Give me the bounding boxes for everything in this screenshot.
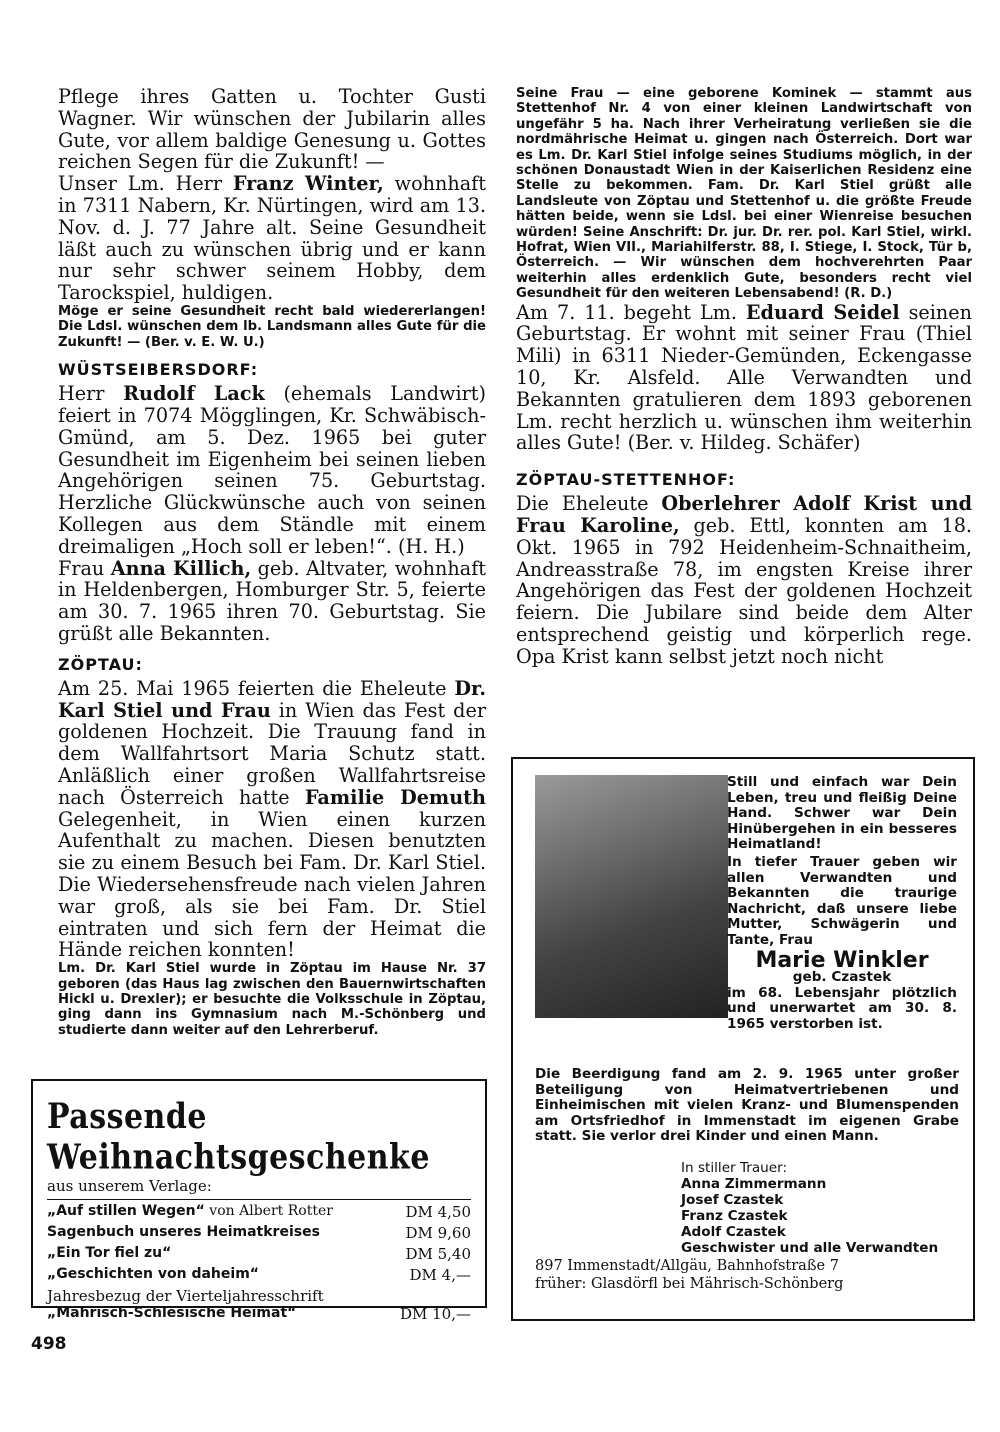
paragraph [58, 173, 486, 304]
price: DM 4,— [409, 1266, 471, 1284]
text: (ehemals Landwirt) feiert in 7074 Mögglingen, Kr. Schwäbisch-Gmünd, am 5. Dez. 1965 bei guter Gesundheit im Eigenheim bei seinen lieben Angehörigen seinen 75. Geburtstag. Herzliche Glückwünsche auch von seinen Kollegen aus dem Ständle mit einem dreimaligen „Hoch soll er leben!“. (H. H.) [58, 382, 486, 558]
death-notice: im 68. Lebensjahr plötzlich und unerwartet am 30. 8. 1965 verstorben ist. [727, 984, 957, 1032]
price: DM 9,60 [405, 1224, 471, 1242]
price: DM 10,— [399, 1305, 471, 1323]
mourner: Josef Czastek [681, 1192, 784, 1208]
mourners-list [681, 1160, 938, 1256]
text: Am 7. 11. begeht Lm. [516, 300, 746, 324]
ad-item [47, 1305, 471, 1323]
address-line: früher: Glasdörfl bei Mährisch-Schönberg [535, 1276, 844, 1292]
obituary-box [511, 757, 975, 1321]
small-paragraph: Lm. Dr. Karl Stiel wurde in Zöptau im Hause Nr. 37 geboren (das Haus lag zwischen den Bauernwirtschaften Hickl u. Drexler); er besuchte die Volksschule in Zöptau, ging dann ins Gymnasium nach M.-Schönberg und studierte dann weiter auf den Lehrerberuf. [58, 961, 486, 1038]
book-title: „Auf stillen Wegen“ [47, 1203, 205, 1219]
ad-subtitle: aus unserem Verlage: [47, 1177, 212, 1195]
person-name: Oberlehrer Adolf Krist und Frau Karoline, [516, 492, 972, 538]
right-column [516, 86, 972, 668]
text: geb. Ettl, konnten am 18. Okt. 1965 in 792 Heidenheim-Schnaitheim, Andreasstraße 78, im engsten Kreise ihrer Angehörigen das Fest der goldenen Hochzeit feiern. Die Jubilare sind beide dem Alter entsprechend geistig und körperlich rege. Opa Krist kann selbst jetzt noch nicht [516, 514, 972, 668]
mourner: Geschwister und alle Verwandten [681, 1240, 939, 1256]
person-name: Eduard Seidel [745, 300, 900, 324]
advertisement-box [31, 1079, 487, 1323]
person-name: Dr. Karl Stiel und Frau [58, 676, 486, 722]
small-paragraph: Seine Frau — eine geborene Kominek — stammt aus Stettenhof Nr. 4 von einer kleinen Landwirtschaft von ungefähr 5 ha. Nach ihrer Verheiratung verließen sie die nordmährische Heimat u. gingen nach Österreich. Dort war es Lm. Dr. Karl Stiel infolge seines Studiums möglich, in der schönen Donaustadt Wien in der Kaiserlichen Residenz eine Stelle zu bekommen. Fam. Dr. Karl Stiel grüßt alle Landsleute von Zöptau und Stettenhof u. die größte Freude hätten beide, wenn sie Ldsl. bei einer Wienreise besuchen würden! Seine Anschrift: Dr. jur. Dr. rer. pol. Karl Stiel, wirkl. Hofrat, Wien VII., Mariahilferstr. 88, I. Stiege, I. Stock, Tür b, Österreich. — Wir wünschen dem hochverehrten Paar weiterhin alles erdenklich Gute, besonders recht viel Gesundheit für den weiteren Lebensabend! (R. D.) [516, 86, 972, 302]
paragraph [58, 678, 486, 961]
mourners-heading: In stiller Trauer: [681, 1160, 788, 1176]
person-name: Franz Winter, [232, 172, 384, 196]
text: seinen Geburtstag. Er wohnt mit seiner Frau (Thiel Mili) in 6311 Nieder-Gemünden, Eckengasse 10, Kr. Alsfeld. Alle Verwandten und Bekannten gratulieren dem 1893 geborenen Lm. recht herzlich u. wünschen ihm weiterhin alles Gute! (Ber. v. Hildeg. Schäfer) [516, 300, 972, 455]
text: Am 25. Mai 1965 feierten die Eheleute [58, 676, 455, 700]
section-heading: WÜSTSEIBERSDORF: [58, 360, 259, 380]
small-paragraph: Möge er seine Gesundheit recht bald wiedererlangen! Die Ldsl. wünschen dem lb. Landsmann alles Gute für die Zukunft! — (Ber. v. E. W. U.) [58, 303, 486, 350]
person-name: Anna Killich, [110, 556, 252, 580]
ad-title: Passende Weihnachtsgeschenke [47, 1097, 430, 1178]
address-line: 897 Immenstadt/Allgäu, Bahnhofstraße 7 [535, 1258, 839, 1274]
ad-item [47, 1266, 471, 1284]
paragraph [516, 302, 972, 455]
section-heading: ZÖPTAU-STETTENHOF: [516, 470, 736, 490]
paragraph [58, 558, 486, 645]
section-heading: ZÖPTAU: [58, 654, 143, 674]
mourner: Adolf Czastek [681, 1224, 786, 1240]
person-name: Rudolf Lack [123, 382, 265, 406]
paragraph [58, 383, 486, 557]
paragraph [516, 493, 972, 667]
address [535, 1257, 843, 1293]
text: Unser Lm. Herr [58, 172, 233, 196]
text: in Wien das Fest der goldenen Hochzeit. Die Trauung fand in dem Wallfahrtsort Maria Schutz statt. Anläßlich einer großen Wallfahrtsreise nach Österreich hatte [58, 698, 486, 809]
funeral-notice: Die Beerdigung fand am 2. 9. 1965 unter großer Beteiligung von Heimatvertriebenen und Einheimischen mit vielen Kranz- und Blumenspenden am Ortsfriedhof in Immenstadt im eigenen Grabe statt. Sie verlor drei Kinder und einen Mann. [535, 1066, 959, 1145]
text: wohnhaft in 7311 Nabern, Kr. Nürtingen, wird am 13. Nov. d. J. 77 Jahre alt. Seine Gesundheit läßt auch zu wünschen übrig und er kann nur sehr schwer seinem Hobby, dem Tarockspiel, huldigen. [58, 172, 486, 305]
person-name: Familie Demuth [304, 785, 486, 809]
book-author: von Albert Rotter [204, 1203, 333, 1219]
ad-item [47, 1203, 471, 1221]
announcement: In tiefer Trauer geben wir allen Verwandten und Bekannten die traurige Nachricht, daß unsere liebe Mutter, Schwägerin und Tante, Frau [727, 853, 957, 948]
book-title: „Mährisch-Schlesische Heimat“ [47, 1305, 297, 1321]
page-number: 498 [31, 1334, 67, 1354]
ad-item [47, 1287, 471, 1305]
maiden-name: geb. Czastek [792, 969, 892, 986]
text: geb. Altvater, wohnhaft in Heldenbergen, Homburger Str. 5, feierte am 30. 7. 1965 ihren 70. Geburtstag. Sie grüßt alle Bekannten. [58, 556, 487, 645]
text: Die Eheleute [516, 492, 662, 516]
divider [47, 1199, 471, 1200]
subscription-label: Jahresbezug der Vierteljahresschrift [47, 1287, 324, 1305]
text: Frau [58, 556, 111, 580]
obituary-text [727, 775, 957, 1033]
price: DM 5,40 [405, 1245, 471, 1263]
left-column [58, 86, 486, 1038]
book-title: „Geschichten von daheim“ [47, 1266, 259, 1282]
text: Gelegenheit, in Wien einen kurzen Aufenthalt zu machen. Diesen benutzten sie zu einem Besuch bei Fam. Dr. Karl Stiel. Die Wiedersehensfreude nach vielen Jahren war groß, als sie bei Fam. Dr. Stiel eintraten und sich fern der Heimat die Hände reichen konnten! [58, 807, 486, 962]
portrait-photo [535, 775, 728, 1018]
price: DM 4,50 [405, 1203, 471, 1221]
mourner: Anna Zimmermann [681, 1176, 827, 1192]
ad-item [47, 1245, 471, 1263]
verse: Still und einfach war Dein Leben, treu und fleißig Deine Hand. Schwer war Dein Hinübergehen in ein besseres Heimatland! [727, 774, 957, 853]
mourner: Franz Czastek [681, 1208, 788, 1224]
deceased-name: Marie Winkler [755, 947, 929, 973]
book-title: Sagenbuch unseres Heimatkreises [47, 1224, 320, 1240]
ad-item [47, 1224, 471, 1242]
text: Herr [58, 382, 124, 406]
paragraph: Pflege ihres Gatten u. Tochter Gusti Wagner. Wir wünschen der Jubilarin alles Gute, vor allem baldige Genesung u. Gottes reichen Segen für die Zukunft! — [58, 85, 486, 174]
book-title: „Ein Tor fiel zu“ [47, 1245, 172, 1261]
